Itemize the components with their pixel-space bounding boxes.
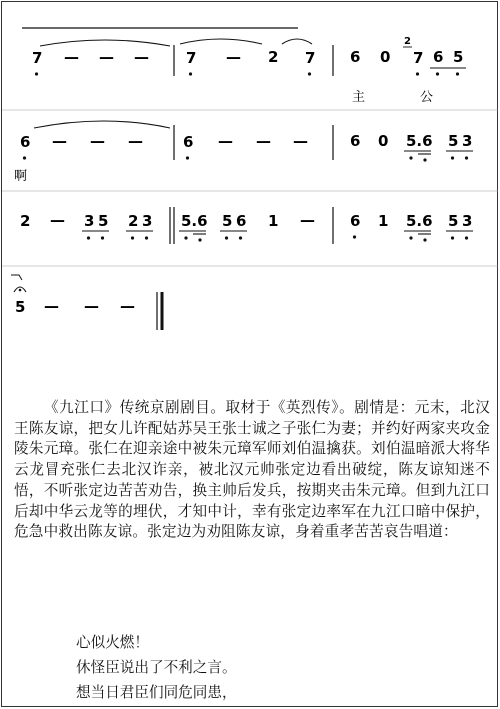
note: 2	[20, 212, 31, 230]
dash: —	[64, 48, 79, 66]
dash: —	[300, 211, 315, 229]
dash: —	[218, 132, 233, 150]
dash: —	[256, 132, 271, 150]
note: 7	[305, 49, 316, 67]
note: 7	[186, 49, 197, 67]
note: 5.6	[181, 212, 208, 230]
note: 5	[448, 212, 459, 230]
description-paragraph: 《九江口》传统京剧剧目。取材于《英烈传》。剧情是：元末，北汉王陈友谅，把女儿许配姑苏吴王张士诚之子张仁为妻；并约好两家夹攻金陵朱元璋。张仁在迎亲途中被朱元璋军师刘伯温擒获。刘伯温暗派大将华云龙冒充张仁去北汉诈亲，被北汉元帅张定边看出破绽，陈友谅知迷不悟，不听张定边苦苦劝告，换主帅后发兵，按期夹击朱元璋。但到九江口后却中华云龙等的埋伏，才知中计，幸有张定边率军在九江口暗中保护，危急中救出陈友谅。张定边为劝阻陈友谅，身着重孝苦苦哀告唱道：	[14, 399, 490, 541]
note: 3	[142, 212, 153, 230]
score-row-1	[22, 28, 466, 105]
note: 5	[15, 298, 26, 316]
note: 5	[98, 212, 109, 230]
lyric: 主	[352, 90, 366, 105]
dash: —	[44, 297, 59, 315]
note: 5	[222, 212, 233, 230]
note: 7	[413, 49, 424, 67]
note: 6	[183, 133, 194, 151]
note: 6	[350, 48, 361, 66]
lyric: 啊	[14, 169, 28, 184]
note: 6	[236, 212, 247, 230]
dash: —	[50, 211, 65, 229]
note: 5.6	[406, 132, 433, 150]
verse-line: 想当日君臣们同危同患，	[76, 684, 237, 701]
score-row-2	[14, 121, 473, 184]
note: 3	[462, 132, 473, 150]
note: 7	[32, 49, 43, 67]
note: 5	[448, 132, 459, 150]
note: 5	[453, 48, 464, 66]
dash: —	[52, 132, 67, 150]
note: 3	[84, 212, 95, 230]
description	[14, 398, 490, 543]
note: 5.6	[406, 212, 433, 230]
note: 1	[378, 212, 389, 230]
grace-note: 2	[404, 36, 411, 47]
note: 1	[268, 212, 279, 230]
dash: —	[99, 48, 114, 66]
note: 3	[462, 212, 473, 230]
score-row-4	[11, 275, 162, 330]
dash: —	[134, 48, 149, 66]
dash: —	[293, 132, 308, 150]
note: 2	[128, 212, 139, 230]
note: 6	[350, 212, 361, 230]
verse-line: 休怪臣说出了不利之言。	[76, 659, 237, 676]
note: 6	[350, 132, 361, 150]
score-row-3	[20, 207, 473, 244]
note: 6	[20, 133, 31, 151]
note: 6	[433, 48, 444, 66]
note: 0	[380, 48, 391, 66]
note: 2	[268, 48, 279, 66]
dash: —	[226, 48, 241, 66]
lyric: 公	[420, 90, 434, 105]
verse-line: 心似火燃！	[76, 634, 149, 651]
dash: —	[120, 297, 135, 315]
note: 0	[378, 132, 389, 150]
dash: —	[128, 132, 143, 150]
dash: —	[90, 132, 105, 150]
dash: —	[84, 297, 99, 315]
